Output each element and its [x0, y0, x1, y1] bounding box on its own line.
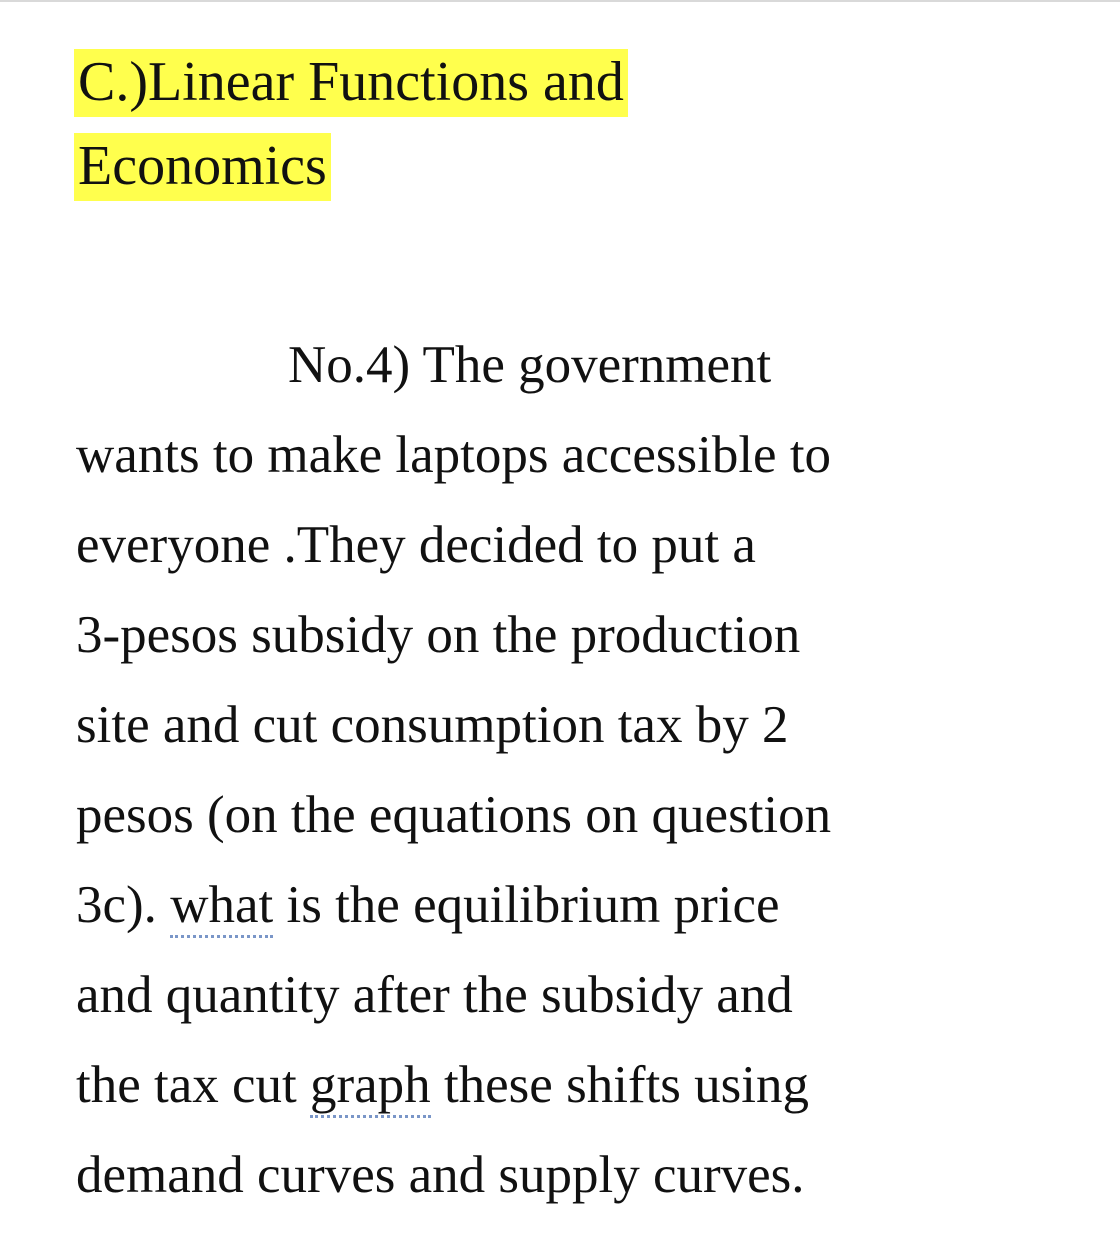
question-line-7-end: is the equilibrium price: [273, 876, 780, 934]
spellcheck-underlined-word[interactable]: graph: [310, 1056, 431, 1118]
question-line-9: [76, 1040, 1086, 1130]
question-line-9-start: the tax cut: [76, 1056, 310, 1114]
spellcheck-underlined-word[interactable]: what: [170, 876, 273, 938]
question-line-10: demand curves and supply curves.: [76, 1146, 805, 1204]
question-line-4: 3-pesos subsidy on the production: [76, 606, 801, 664]
question-line-7-start: 3c).: [76, 876, 171, 934]
heading-line-1: C.)Linear Functions and: [74, 49, 628, 117]
question-line-2: wants to make laptops accessible to: [76, 426, 832, 484]
section-heading: [74, 40, 774, 208]
question-text: [76, 320, 1086, 1220]
question-line-8: and quantity after the subsidy and: [76, 966, 793, 1024]
question-line-7: [76, 860, 1086, 950]
heading-line-2: Economics: [74, 133, 331, 201]
question-line-9-end: these shifts using: [430, 1056, 810, 1114]
question-line-6: pesos (on the equations on question: [76, 786, 832, 844]
question-line-3: everyone .They decided to put a: [76, 516, 756, 574]
question-line-5: site and cut consumption tax by 2: [76, 696, 789, 754]
question-line-1: No.4) The government: [288, 336, 772, 394]
